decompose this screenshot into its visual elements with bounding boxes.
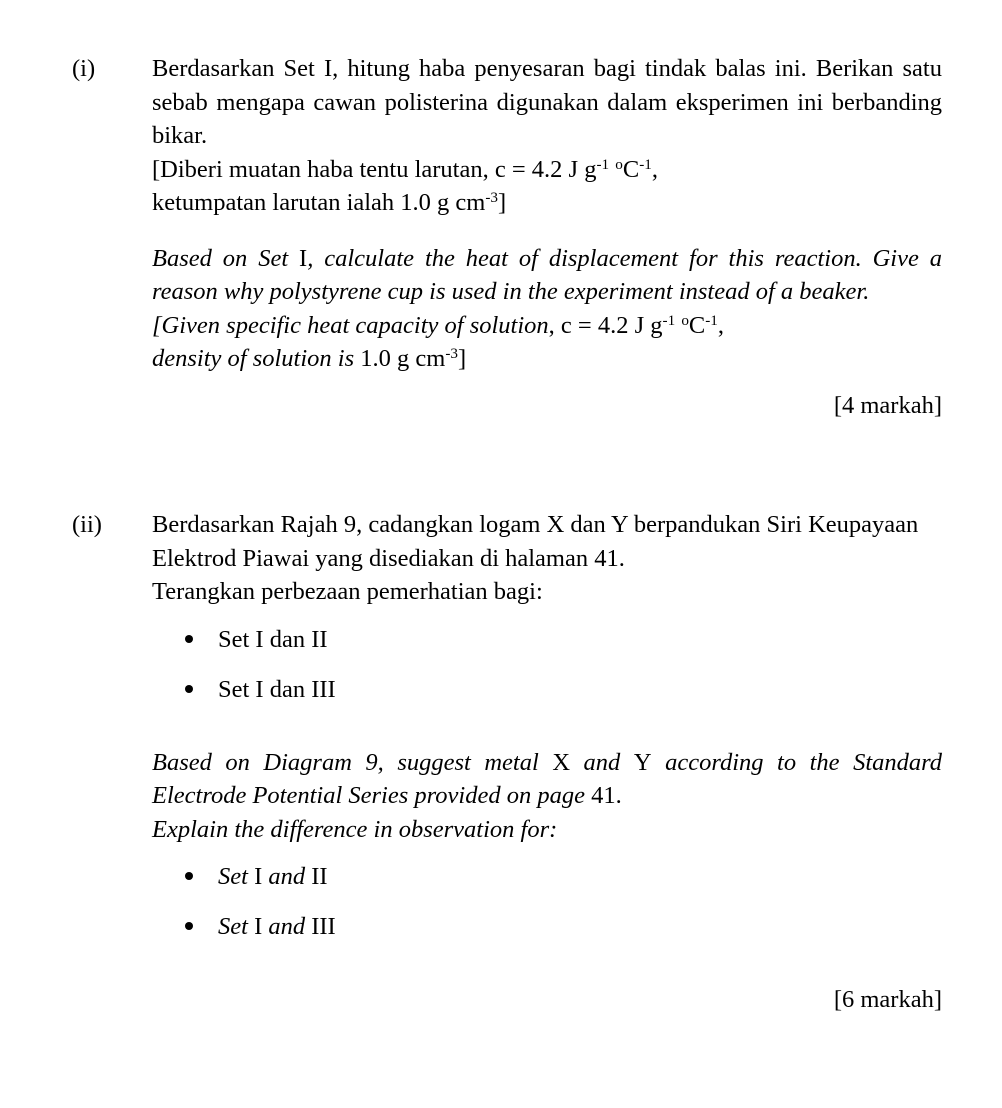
english-density-value: 1.0 g cm (360, 345, 446, 372)
metal-y-label: Y (633, 748, 652, 776)
marks-allocation-i: [4 markah] (833, 391, 942, 419)
spacer (152, 220, 942, 242)
bullet-dot-icon (185, 635, 193, 643)
english-i-set-roman: I (299, 244, 308, 272)
question-body-ii (152, 508, 942, 1016)
list-item-set-word: Set (218, 863, 248, 890)
list-item (152, 623, 942, 656)
list-item (152, 673, 942, 706)
question-i-malay-text (152, 52, 942, 153)
spacer (152, 943, 942, 983)
english-given-comma: , (717, 311, 725, 339)
question-ii-english-line1 (152, 746, 942, 813)
question-i-english-text (152, 242, 942, 309)
density-close-bracket: ] (498, 189, 507, 216)
question-item-ii (72, 508, 942, 1016)
given-comma: , (651, 155, 658, 183)
density-exponent: -3 (485, 189, 499, 207)
english-degree-symbol: o (681, 311, 689, 329)
density-text: ketumpatan larutan ialah 1.0 g cm (152, 189, 486, 216)
list-item-label: Set I dan II (218, 625, 328, 653)
english-bullet-list (152, 860, 942, 943)
question-i-malay-line1: Berdasarkan Set I, hitung haba penyesaran bagi tindak balas ini. Berikan satu sebab mengapa cawan polisterina digunakan dalam eksperimen ini berbanding bikar. (152, 55, 942, 149)
page-reference-number: 41. (591, 782, 622, 809)
english-ii-line1-c: according to the Standard Electrode Potential Series provided on page (152, 748, 943, 809)
list-item-roman-1: I (254, 913, 263, 940)
bullet-dot-icon (185, 922, 193, 930)
english-density-text: density of solution is (152, 345, 361, 372)
english-given-exponent-2: -1 (705, 311, 718, 329)
question-body-i (152, 52, 942, 422)
question-ii-malay-line2: Terangkan perbezaan pemerhatian bagi: (152, 578, 543, 605)
english-i-line1-b: , calculate the heat of displacement for this reaction. Give a reason why polystyrene cup is used in the experiment instead of a beaker. (152, 244, 943, 305)
spacer (152, 706, 942, 746)
question-item-i (72, 52, 942, 422)
given-exponent-1: -1 (596, 155, 610, 173)
list-item-label: Set I dan III (218, 675, 336, 703)
list-item (152, 910, 942, 943)
english-given-open: [Given specific heat capacity of solution (152, 311, 549, 339)
question-i-malay-given (152, 153, 942, 187)
english-celsius-letter: C (688, 311, 706, 339)
list-item-conjunction: and (268, 863, 306, 890)
spacer (152, 376, 942, 389)
question-i-english-given (152, 309, 942, 343)
malay-bullet-list (152, 623, 942, 706)
english-ii-line1-b: and (570, 748, 634, 776)
celsius-letter: C (622, 155, 640, 183)
metal-x-label: X (552, 748, 571, 776)
list-item-set-word: Set (218, 913, 248, 940)
english-given-value: , c = 4.2 J g (548, 311, 663, 339)
list-item-roman-1: I (254, 863, 263, 890)
list-item-roman-2: II (311, 863, 328, 890)
question-ii-malay-line1: Berdasarkan Rajah 9, cadangkan logam X dan Y berpandukan Siri Keupayaan Elektrod Piawai yang disediakan di halaman 41. (152, 511, 919, 572)
list-item-roman-2: III (311, 913, 336, 940)
english-density-exponent: -3 (445, 345, 458, 363)
given-open-text: [Diberi muatan haba tentu larutan, c = 4.2 J g (152, 155, 597, 183)
question-ii-english-line2: Explain the difference in observation for: (152, 815, 558, 843)
question-i-malay-density (152, 186, 942, 220)
question-label-ii: (ii) (72, 511, 102, 538)
english-density-close-bracket: ] (457, 345, 467, 372)
degree-symbol: o (615, 155, 623, 173)
question-label-i: (i) (72, 55, 96, 82)
bullet-dot-icon (185, 685, 193, 693)
list-item-conjunction: and (268, 913, 306, 940)
question-i-english-density (152, 342, 942, 376)
english-ii-line1-a: Based on Diagram 9, suggest metal (152, 748, 553, 776)
english-i-line1-a: Based on Set (152, 244, 289, 272)
given-exponent-2: -1 (639, 155, 652, 173)
english-given-exponent-1: -1 (662, 311, 676, 329)
list-item (152, 860, 942, 893)
bullet-dot-icon (185, 872, 193, 880)
marks-allocation-ii: [6 markah] (833, 986, 942, 1013)
